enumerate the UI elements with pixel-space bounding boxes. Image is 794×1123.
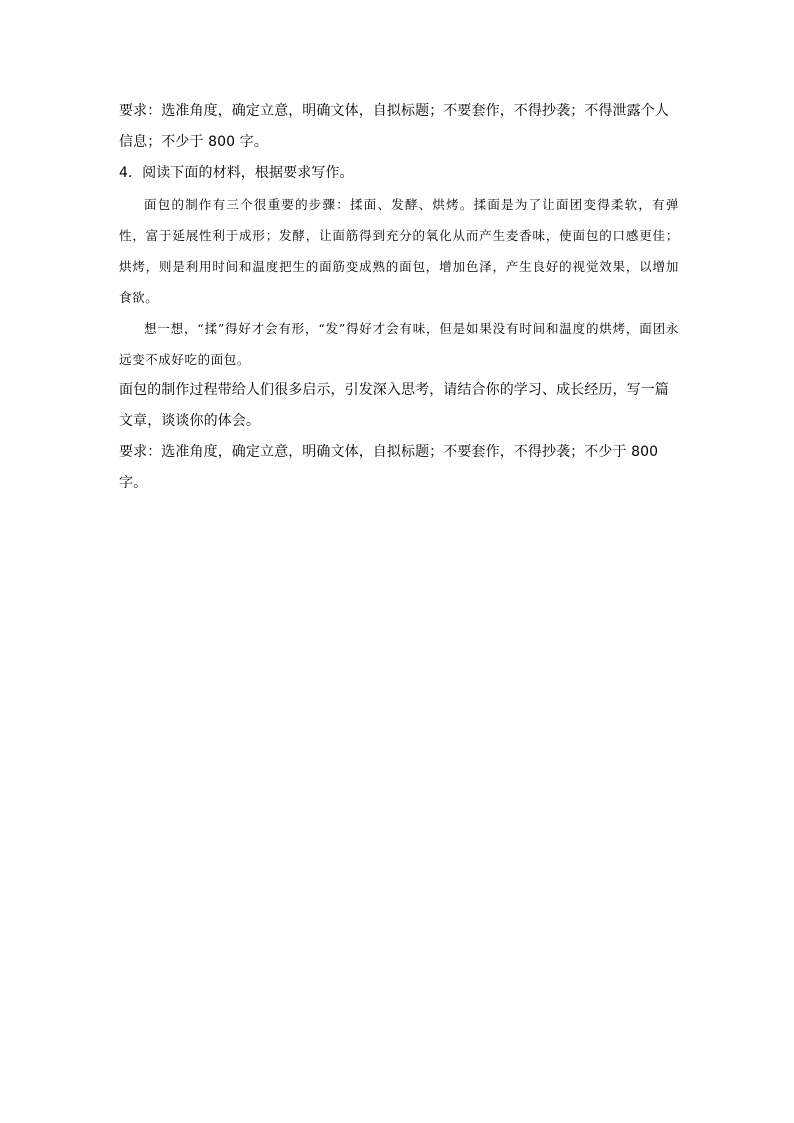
material-paragraph-2: 想一想，“揉”得好才会有形，“发”得好才会有味，但是如果没有时间和温度的烘烤，面团永远变不成好吃的面包。 xyxy=(119,321,679,367)
writing-requirement: 要求：选准角度，确定立意，明确文体，自拟标题；不要套作，不得抄袭；不少于 800 字。 xyxy=(119,444,659,491)
material-paragraph-1: 面包的制作有三个很重要的步骤：揉面、发酵、烘烤。揉面是为了让面团变得柔软，有弹性，富于延展性利于成形；发酵，让面筋得到充分的氧化从而产生麦香味，使面包的口感更佳；烘烤，则是利用时间和温度把生的面筋变成熟的面包，增加色泽，产生良好的视觉效果，以增加食欲。 xyxy=(119,197,679,305)
writing-prompt: 面包的制作过程带给人们很多启示，引发深入思考，请结合你的学习、成长经历，写一篇文章，谈谈你的体会。 xyxy=(119,382,669,429)
question-4-heading: 4．阅读下面的材料，根据要求写作。 xyxy=(119,165,354,181)
document-body xyxy=(119,96,679,499)
previous-question-requirement: 要求：选准角度，确定立意，明确文体，自拟标题；不要套作，不得抄袭；不得泄露个人信息；不少于 800 字。 xyxy=(119,103,669,150)
